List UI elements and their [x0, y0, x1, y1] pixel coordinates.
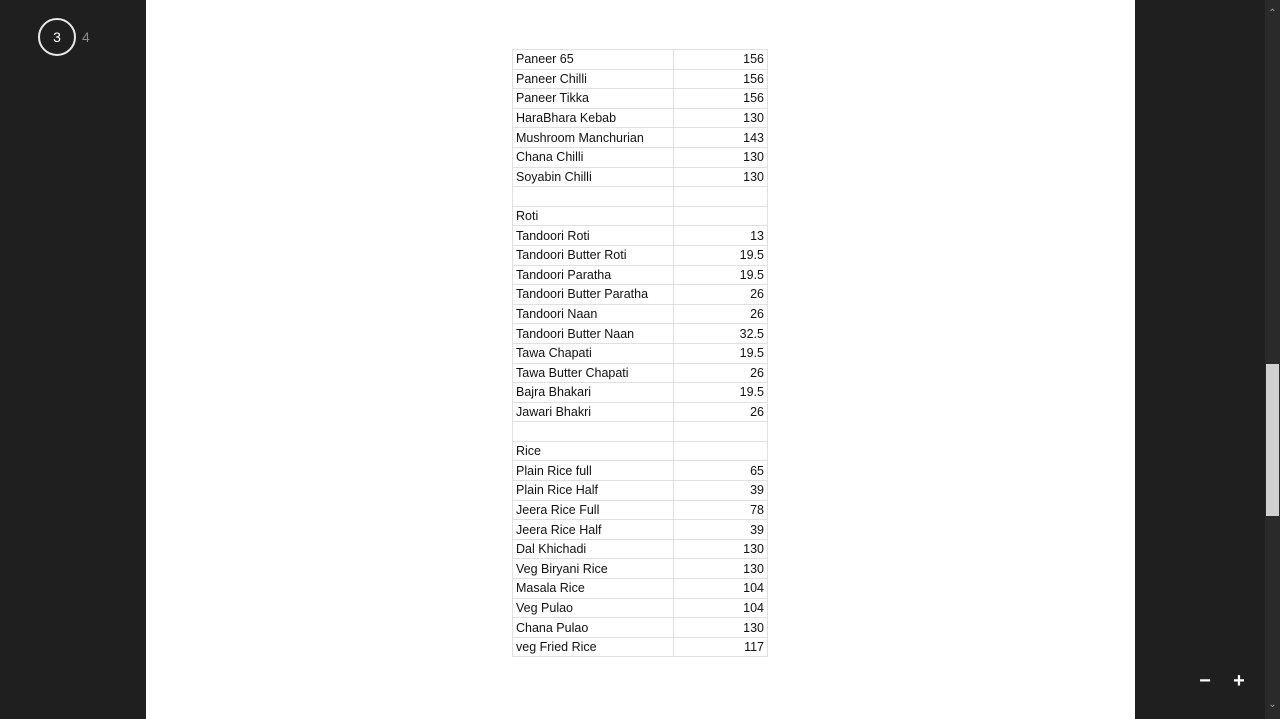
- item-price-cell: 26: [674, 363, 768, 383]
- menu-table-body: [513, 50, 768, 657]
- item-name-cell: Rice: [513, 441, 674, 461]
- table-row: [513, 285, 768, 305]
- item-name-cell: Chana Pulao: [513, 618, 674, 638]
- item-price-cell: [674, 441, 768, 461]
- item-price-cell: 130: [674, 167, 768, 187]
- table-row: [513, 481, 768, 501]
- next-page-number[interactable]: 4: [82, 29, 90, 45]
- table-row: [513, 206, 768, 226]
- table-row: [513, 147, 768, 167]
- item-name-cell: Veg Pulao: [513, 598, 674, 618]
- table-row: [513, 50, 768, 70]
- menu-price-table: [512, 49, 768, 657]
- table-row: [513, 265, 768, 285]
- item-name-cell: Plain Rice full: [513, 461, 674, 481]
- item-name-cell: Jawari Bhakri: [513, 402, 674, 422]
- item-price-cell: 117: [674, 637, 768, 657]
- item-price-cell: 32.5: [674, 324, 768, 344]
- item-name-cell: Tandoori Butter Paratha: [513, 285, 674, 305]
- item-price-cell: 130: [674, 618, 768, 638]
- item-price-cell: 26: [674, 285, 768, 305]
- table-row: [513, 304, 768, 324]
- item-name-cell: Tandoori Roti: [513, 226, 674, 246]
- item-price-cell: 130: [674, 108, 768, 128]
- table-row: [513, 539, 768, 559]
- item-name-cell: Roti: [513, 206, 674, 226]
- item-name-cell: Jeera Rice Half: [513, 520, 674, 540]
- table-row: [513, 520, 768, 540]
- item-price-cell: 65: [674, 461, 768, 481]
- table-row: [513, 461, 768, 481]
- item-price-cell: 19.5: [674, 245, 768, 265]
- scroll-thumb[interactable]: [1266, 364, 1279, 516]
- table-row: [513, 69, 768, 89]
- table-row: [513, 422, 768, 442]
- item-name-cell: Dal Khichadi: [513, 539, 674, 559]
- item-name-cell: Paneer 65: [513, 50, 674, 70]
- item-name-cell: Mushroom Manchurian: [513, 128, 674, 148]
- item-price-cell: [674, 187, 768, 207]
- item-name-cell: Bajra Bhakari: [513, 383, 674, 403]
- item-name-cell: Masala Rice: [513, 579, 674, 599]
- item-name-cell: [513, 187, 674, 207]
- item-price-cell: [674, 206, 768, 226]
- item-name-cell: Tandoori Butter Naan: [513, 324, 674, 344]
- zoom-controls: [1196, 670, 1248, 692]
- table-row: [513, 598, 768, 618]
- item-price-cell: 13: [674, 226, 768, 246]
- table-row: [513, 500, 768, 520]
- table-row: [513, 324, 768, 344]
- item-name-cell: Veg Biryani Rice: [513, 559, 674, 579]
- item-name-cell: Tandoori Naan: [513, 304, 674, 324]
- item-name-cell: Paneer Tikka: [513, 89, 674, 109]
- table-row: [513, 579, 768, 599]
- item-price-cell: 26: [674, 402, 768, 422]
- table-row: [513, 637, 768, 657]
- table-row: [513, 128, 768, 148]
- item-price-cell: 26: [674, 304, 768, 324]
- item-price-cell: 78: [674, 500, 768, 520]
- chevron-down-icon[interactable]: ⌄: [1268, 699, 1277, 710]
- table-row: [513, 167, 768, 187]
- item-name-cell: Jeera Rice Full: [513, 500, 674, 520]
- item-price-cell: 104: [674, 579, 768, 599]
- item-name-cell: Plain Rice Half: [513, 481, 674, 501]
- item-price-cell: 130: [674, 539, 768, 559]
- item-price-cell: 39: [674, 481, 768, 501]
- item-name-cell: Tawa Butter Chapati: [513, 363, 674, 383]
- table-row: [513, 441, 768, 461]
- item-name-cell: Tandoori Butter Roti: [513, 245, 674, 265]
- item-price-cell: 156: [674, 50, 768, 70]
- vertical-scrollbar[interactable]: [1265, 0, 1280, 719]
- item-name-cell: Chana Chilli: [513, 147, 674, 167]
- item-price-cell: 104: [674, 598, 768, 618]
- item-price-cell: 130: [674, 147, 768, 167]
- item-name-cell: veg Fried Rice: [513, 637, 674, 657]
- table-row: [513, 618, 768, 638]
- table-row: [513, 402, 768, 422]
- table-row: [513, 89, 768, 109]
- table-row: [513, 559, 768, 579]
- table-row: [513, 187, 768, 207]
- item-price-cell: [674, 422, 768, 442]
- current-page-number[interactable]: 3: [38, 18, 76, 56]
- item-name-cell: HaraBhara Kebab: [513, 108, 674, 128]
- item-name-cell: Soyabin Chilli: [513, 167, 674, 187]
- item-price-cell: 130: [674, 559, 768, 579]
- document-page: [146, 0, 1135, 719]
- item-name-cell: Tawa Chapati: [513, 343, 674, 363]
- table-row: [513, 108, 768, 128]
- item-price-cell: 19.5: [674, 343, 768, 363]
- table-row: [513, 363, 768, 383]
- zoom-out-button[interactable]: −: [1199, 670, 1211, 692]
- chevron-up-icon[interactable]: ⌃: [1268, 8, 1277, 19]
- item-name-cell: Paneer Chilli: [513, 69, 674, 89]
- item-price-cell: 19.5: [674, 383, 768, 403]
- table-row: [513, 383, 768, 403]
- item-name-cell: [513, 422, 674, 442]
- page-indicator: [38, 18, 90, 56]
- item-price-cell: 19.5: [674, 265, 768, 285]
- item-price-cell: 156: [674, 89, 768, 109]
- item-price-cell: 156: [674, 69, 768, 89]
- item-price-cell: 39: [674, 520, 768, 540]
- table-row: [513, 245, 768, 265]
- item-name-cell: Tandoori Paratha: [513, 265, 674, 285]
- zoom-in-button[interactable]: +: [1233, 670, 1245, 692]
- item-price-cell: 143: [674, 128, 768, 148]
- table-row: [513, 343, 768, 363]
- table-row: [513, 226, 768, 246]
